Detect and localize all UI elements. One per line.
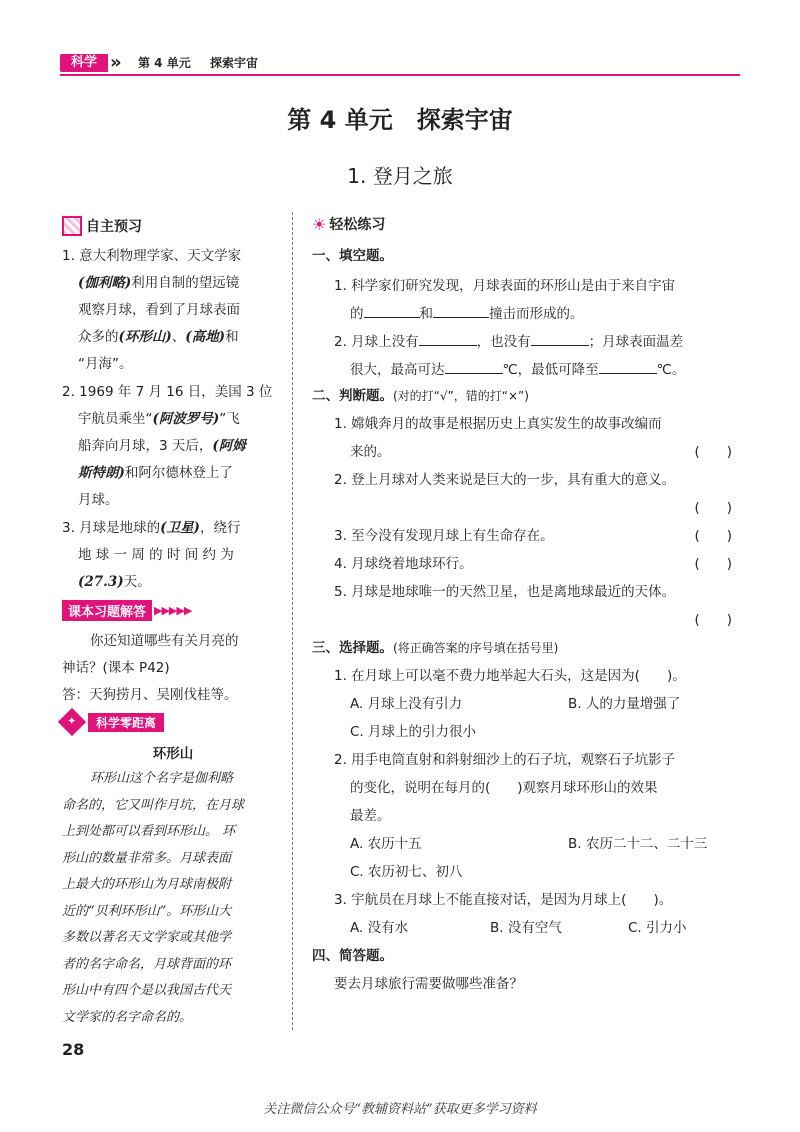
preview-q2 <box>62 379 278 514</box>
preview-section <box>62 243 282 598</box>
judge-q3: 3. 至今没有发现月球上有生命存在。 <box>334 528 554 544</box>
text: 2. 月球上没有 <box>334 334 419 350</box>
section-title: 四、简答题。 <box>312 948 393 964</box>
choice-q2-line3: 最差。 <box>350 808 391 824</box>
answer: (伽利略) <box>78 275 132 291</box>
essay-line: 上最大的环形山为月球南极附 <box>62 877 232 892</box>
text-line: 月球。 <box>78 492 119 508</box>
short-answer-q: 要去月球旅行需要做哪些准备？ <box>334 976 523 992</box>
gem-glyph: ✦ <box>67 715 77 728</box>
essay-line: 上到处都可以看到环形山。 环 <box>62 824 236 839</box>
option[interactable]: B. 没有空气 <box>490 920 562 936</box>
text-line: 2. 1969 年 7 月 16 日，美国 3 位 <box>62 384 273 400</box>
section-hint: (将正确答案的序号填在括号里) <box>393 641 559 655</box>
fill-q2-line2 <box>350 358 685 378</box>
answer-paren[interactable]: ( ) <box>694 444 732 460</box>
science-heading <box>62 712 164 732</box>
judge-q4: 4. 月球绕着地球环行。 <box>334 556 473 572</box>
answer: (阿姆 <box>212 438 246 454</box>
answer-paren[interactable]: ( ) <box>694 500 732 516</box>
choice-q3: 3. 宇航员在月球上不能直接对话，是因为月球上( )。 <box>334 892 673 908</box>
option[interactable]: B. 人的力量增强了 <box>568 696 681 712</box>
text-line: 观察月球，看到了月球表面 <box>78 302 240 318</box>
text: 众多的 <box>78 329 119 345</box>
section-title: 三、选择题。 <box>312 640 393 656</box>
answer: (高地) <box>185 329 226 345</box>
text-line: 1. 意大利物理学家、天文学家 <box>62 248 242 264</box>
essay-line: 近的“贝利环形山”。环形山大 <box>62 903 232 919</box>
blank-field[interactable] <box>531 345 589 346</box>
option[interactable]: C. 农历初七、初八 <box>350 864 463 880</box>
essay-line: 形山的数量非常多。月球表面 <box>62 850 232 866</box>
chevron-icon: » <box>110 52 122 73</box>
essay-line: 者的名字命名，月球背面的环 <box>62 956 232 972</box>
practice-label: 轻松练习 <box>329 217 386 233</box>
text: ℃，最低可降至 <box>502 362 599 378</box>
answer-paren[interactable]: ( ) <box>694 612 732 628</box>
text-line: 神话？(课本 P42) <box>62 660 170 676</box>
option[interactable]: C. 月球上的引力很小 <box>350 724 477 740</box>
notebook-icon <box>62 216 82 236</box>
text: ℃。 <box>656 362 686 378</box>
page-header <box>60 52 740 76</box>
header-rule <box>60 74 740 76</box>
text: 、 <box>171 329 186 345</box>
sun-icon: ☀ <box>312 214 327 234</box>
option[interactable]: A. 月球上没有引力 <box>350 696 463 712</box>
answer: (环形山) <box>118 329 172 345</box>
column-divider <box>292 212 293 1030</box>
option[interactable]: A. 没有水 <box>350 920 409 936</box>
judge-q1: 1. 嫦娥奔月的故事是根据历史上真实发生的故事改编而 <box>334 416 662 432</box>
blank-field[interactable] <box>599 373 657 374</box>
text: ，也没有 <box>476 334 531 350</box>
essay-title: 环形山 <box>152 746 194 762</box>
header-topic: 探索宇宙 <box>210 56 259 70</box>
preview-q1 <box>62 243 278 378</box>
blank-field[interactable] <box>419 345 477 346</box>
text-line: 地 球 一 周 的 时 间 约 为 <box>78 547 234 563</box>
judge-q2: 2. 登上月球对人类来说是巨大的一步，具有重大的意义。 <box>334 472 676 488</box>
fill-q2 <box>334 330 683 350</box>
choice-q2: 2. 用手电筒直射和斜射细沙上的石子坑，观察石子坑影子 <box>334 752 676 768</box>
blank-field[interactable] <box>433 317 489 318</box>
section-2-heading <box>312 384 529 404</box>
essay-line: 形山中有四个是以我国古代天 <box>62 983 232 998</box>
text-line: 你还知道哪些有关月亮的 <box>90 633 239 649</box>
answer-paren[interactable]: ( ) <box>694 528 732 544</box>
section-title: 一、填空题。 <box>312 248 393 264</box>
answer: (阿波罗号) <box>152 411 220 427</box>
option[interactable]: B. 农历二十二、二十三 <box>568 836 708 852</box>
choice-q1: 1. 在月球上可以毫不费力地举起大石头，这是因为( )。 <box>334 668 686 684</box>
text: ”飞 <box>219 411 240 427</box>
option[interactable]: C. 引力小 <box>628 920 687 936</box>
essay-line: 命名的，它又叫作月坑，在月球 <box>62 797 245 813</box>
text: ；月球表面温差 <box>588 334 684 350</box>
option[interactable]: A. 农历十五 <box>350 836 422 852</box>
section-title: 二、判断题。 <box>312 388 393 404</box>
textbook-section <box>62 628 282 709</box>
answer: (27.3) <box>78 574 124 590</box>
text: 和阿尔德林登上了 <box>124 465 233 481</box>
preview-label: 自主预习 <box>86 219 142 235</box>
practice-heading <box>312 214 385 234</box>
footer-note: 关注微信公众号“教辅资料站”获取更多学习资料 <box>263 1102 537 1117</box>
text: 天。 <box>123 574 151 590</box>
text: 很大，最高可达 <box>350 362 445 378</box>
practice-body <box>312 244 742 1004</box>
text: 船奔向月球，3 天后， <box>78 438 213 454</box>
science-label: 科学零距离 <box>88 713 164 732</box>
section-3-heading <box>312 636 558 656</box>
section-hint: (对的打“√”，错的打“×”) <box>393 389 529 403</box>
judge-q5: 5. 月球是地球唯一的天然卫星，也是离地球最近的天体。 <box>334 584 676 600</box>
lesson-title: 1. 登月之旅 <box>347 164 453 188</box>
text: 3. 月球是地球的 <box>62 520 161 536</box>
answer-paren[interactable]: ( ) <box>694 556 732 572</box>
text: 撞击而形成的。 <box>489 306 584 322</box>
blank-field[interactable] <box>445 373 503 374</box>
essay-line: 文学家的名字命名的。 <box>62 1009 193 1025</box>
textbook-label: 课本习题解答 <box>62 600 152 621</box>
answer-line: 答：天狗捞月、吴刚伐桂等。 <box>62 687 238 703</box>
fill-q1-line2 <box>350 302 584 322</box>
unit-title: 第 4 单元 探索宇宙 <box>287 106 513 134</box>
essay-line: 多数以著名天文学家或其他学 <box>62 930 232 945</box>
gem-icon <box>58 708 86 736</box>
answer: (卫星) <box>160 520 200 536</box>
fill-q1: 1. 科学家们研究发现，月球表面的环形山是由于来自宇宙 <box>334 278 676 294</box>
textbook-heading <box>62 600 191 621</box>
blank-field[interactable] <box>364 317 420 318</box>
subject-tag: 科学 <box>60 54 108 72</box>
text: 和 <box>419 306 433 322</box>
text: ，绕行 <box>199 520 241 536</box>
preview-q3 <box>62 515 278 596</box>
preview-heading <box>62 216 142 236</box>
page-number: 28 <box>62 1040 85 1059</box>
text-line: “月海”。 <box>78 356 133 372</box>
text: 的 <box>350 306 364 322</box>
essay-line: 环形山这个名字是伽利略 <box>90 771 234 786</box>
choice-q2-line2: 的变化，说明在每月的( )观察月球环形山的效果 <box>350 780 658 796</box>
text: 利用自制的望远镜 <box>131 275 240 291</box>
judge-q1-line2: 来的。 <box>350 444 391 460</box>
header-unit: 第 4 单元 <box>138 56 191 70</box>
arrow-icon: ▶▶▶▶▶ <box>154 604 192 617</box>
essay-body <box>62 766 284 1031</box>
answer: 斯特朗) <box>78 465 125 481</box>
text: 宇航员乘坐“ <box>78 411 153 427</box>
text: 和 <box>225 329 239 345</box>
